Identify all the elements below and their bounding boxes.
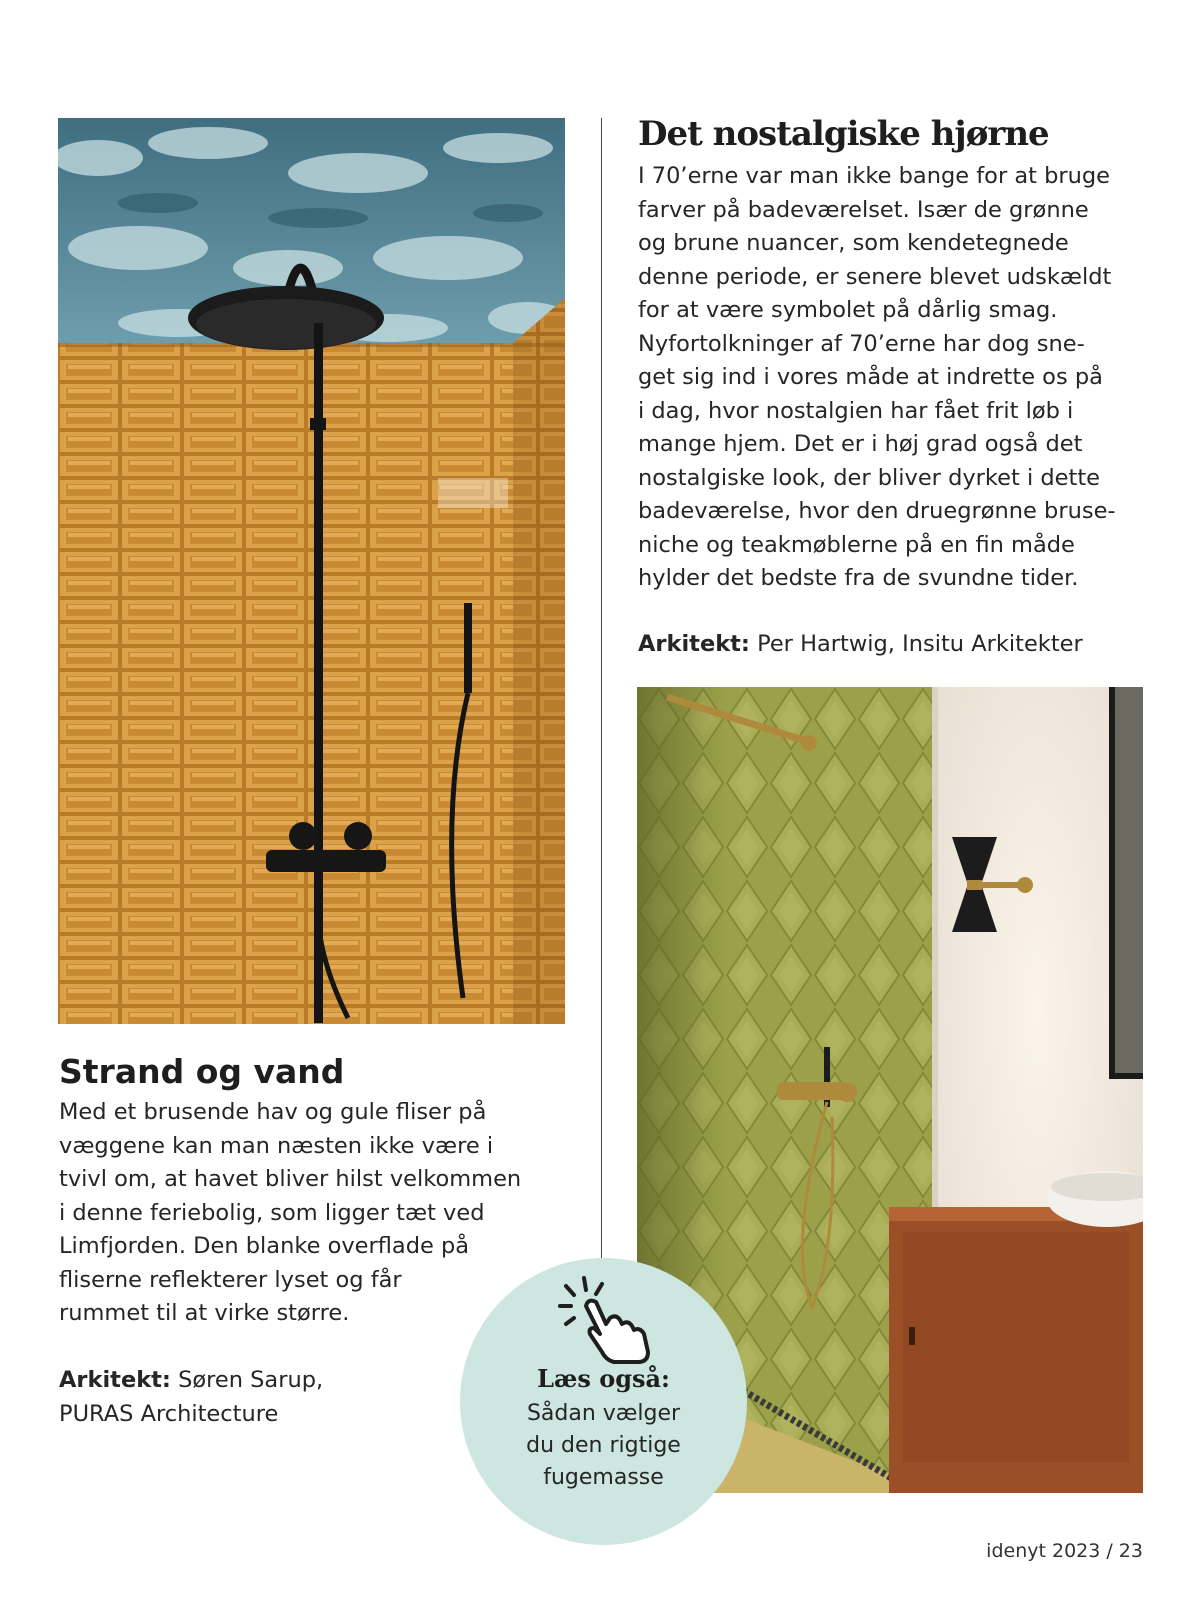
section-body-beach-and-water: Med et brusende hav og gule fliser på væggene kan man næsten ikke være i tvivl om, at havet bliver hilst velkommen i denne feriebolig, som ligger tæt ved Limfjorden. Den blanke overflade på fliserne reflekterer lyset og får rummet til at virke større. bbox=[59, 1099, 522, 1326]
photo-yellow-tile-shower bbox=[58, 118, 565, 1024]
architect-credit-left bbox=[59, 1364, 419, 1431]
page-footer: idenyt 2023 / 23 bbox=[986, 1540, 1143, 1562]
credit-label: Arkitekt: bbox=[638, 631, 750, 657]
column-divider bbox=[601, 118, 602, 1258]
section-body-nostalgic-corner: I 70’erne var man ikke bange for at bruge farver på badeværelset. Især de grønne og brune nuancer, som kendetegnede denne periode, er senere blevet udskældt for at være symbolet på dårlig smag. Nyfortolkninger af 70’erne har dog sne- get sig ind i vores måde at indrette os på i dag, hvor nostalgien har fået frit løb i mange hjem. Det er i høj grad også det nostalgiske look, der bliver dyrket i dette badeværelse, hvor den druegrønne bruse- niche og teakmøblerne på en fin måde hylder det bedste fra de svundne tider. bbox=[638, 163, 1116, 591]
credit-value: Per Hartwig, Insitu Arkitekter bbox=[749, 631, 1083, 657]
read-also-article-link[interactable]: Sådan vælger du den rigtige fugemasse bbox=[526, 1401, 681, 1490]
credit-value: Søren Sarup, PURAS Architecture bbox=[59, 1367, 324, 1427]
hand-click-icon bbox=[554, 1272, 654, 1364]
read-also-link[interactable] bbox=[460, 1258, 747, 1545]
section-heading-nostalgic-corner: Det nostalgiske hjørne bbox=[638, 114, 1049, 154]
read-also-title: Læs også: bbox=[537, 1364, 670, 1393]
section-heading-beach-and-water: Strand og vand bbox=[59, 1052, 345, 1091]
credit-label: Arkitekt: bbox=[59, 1367, 171, 1393]
architect-credit-right bbox=[638, 628, 1083, 662]
